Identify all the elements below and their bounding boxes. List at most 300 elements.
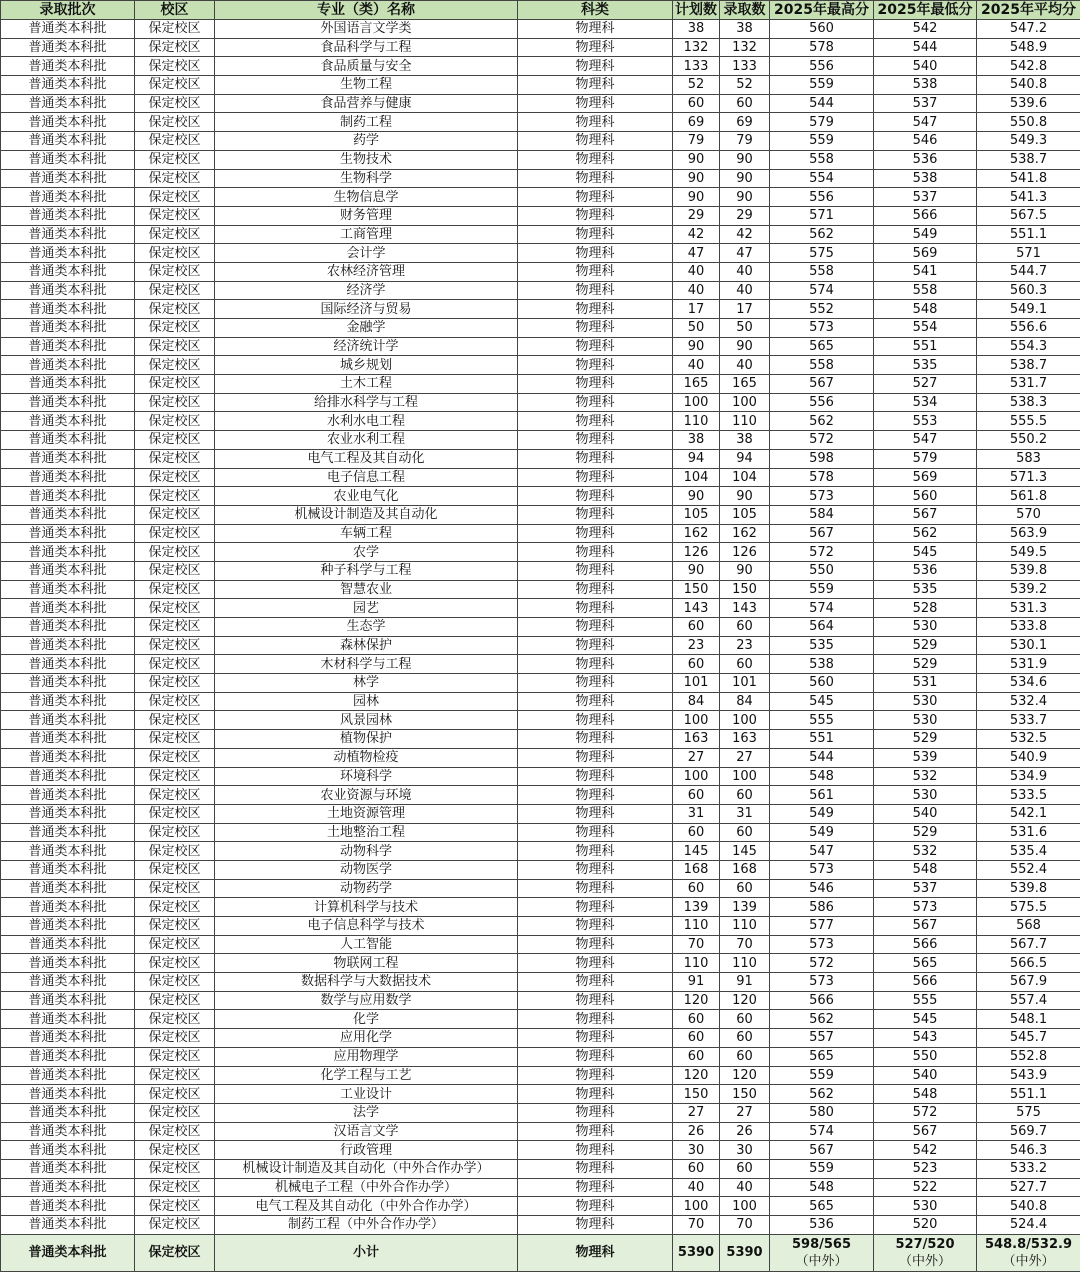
cell-avg-score: 567.7 <box>977 935 1080 954</box>
cell-admitted: 150 <box>720 580 770 599</box>
cell-min-score: 529 <box>874 655 977 674</box>
cell-subject: 物理科 <box>518 375 673 394</box>
cell-batch: 普通类本科批 <box>1 1047 135 1066</box>
table-row <box>1 1085 1080 1104</box>
cell-min-score: 528 <box>874 599 977 618</box>
table-row <box>1 1159 1080 1178</box>
cell-major: 机械设计制造及其自动化 <box>215 505 518 524</box>
header-major: 专业（类）名称 <box>215 1 518 20</box>
cell-batch: 普通类本科批 <box>1 1159 135 1178</box>
cell-major: 计算机科学与技术 <box>215 898 518 917</box>
cell-max-score: 571 <box>770 206 874 225</box>
subtotal-batch: 普通类本科批 <box>1 1234 135 1271</box>
cell-min-score: 542 <box>874 1141 977 1160</box>
table-row <box>1 973 1080 992</box>
cell-admitted: 120 <box>720 991 770 1010</box>
header-max-score: 2025年最高分 <box>770 1 874 20</box>
cell-min-score: 530 <box>874 618 977 637</box>
header-campus: 校区 <box>135 1 215 20</box>
cell-admitted: 145 <box>720 842 770 861</box>
cell-subject: 物理科 <box>518 1122 673 1141</box>
cell-avg-score: 541.8 <box>977 169 1080 188</box>
cell-admitted: 162 <box>720 524 770 543</box>
cell-avg-score: 583 <box>977 449 1080 468</box>
cell-min-score: 535 <box>874 580 977 599</box>
cell-min-score: 535 <box>874 356 977 375</box>
cell-batch: 普通类本科批 <box>1 113 135 132</box>
subtotal-row <box>1 1234 1080 1271</box>
table-row <box>1 300 1080 319</box>
cell-min-score: 553 <box>874 412 977 431</box>
cell-admitted: 90 <box>720 487 770 506</box>
cell-max-score: 566 <box>770 991 874 1010</box>
cell-min-score: 555 <box>874 991 977 1010</box>
cell-campus: 保定校区 <box>135 767 215 786</box>
cell-admitted: 60 <box>720 823 770 842</box>
cell-subject: 物理科 <box>518 1159 673 1178</box>
cell-max-score: 544 <box>770 94 874 113</box>
cell-major: 制药工程（中外合作办学） <box>215 1216 518 1235</box>
cell-major: 给排水科学与工程 <box>215 393 518 412</box>
cell-subject: 物理科 <box>518 860 673 879</box>
cell-subject: 物理科 <box>518 1029 673 1048</box>
cell-subject: 物理科 <box>518 1047 673 1066</box>
cell-min-score: 548 <box>874 1085 977 1104</box>
cell-campus: 保定校区 <box>135 1216 215 1235</box>
cell-avg-score: 534.6 <box>977 674 1080 693</box>
cell-subject: 物理科 <box>518 599 673 618</box>
header-subject: 科类 <box>518 1 673 20</box>
cell-batch: 普通类本科批 <box>1 636 135 655</box>
cell-batch: 普通类本科批 <box>1 543 135 562</box>
cell-campus: 保定校区 <box>135 431 215 450</box>
cell-plan: 150 <box>673 1085 720 1104</box>
cell-major: 农业水利工程 <box>215 431 518 450</box>
cell-min-score: 569 <box>874 244 977 263</box>
cell-max-score: 558 <box>770 150 874 169</box>
cell-plan: 70 <box>673 1216 720 1235</box>
cell-major: 生物工程 <box>215 76 518 95</box>
cell-major: 食品营养与健康 <box>215 94 518 113</box>
cell-max-score: 536 <box>770 1216 874 1235</box>
cell-min-score: 554 <box>874 319 977 338</box>
cell-campus: 保定校区 <box>135 580 215 599</box>
cell-batch: 普通类本科批 <box>1 898 135 917</box>
cell-batch: 普通类本科批 <box>1 225 135 244</box>
cell-major: 机械设计制造及其自动化（中外合作办学） <box>215 1159 518 1178</box>
cell-campus: 保定校区 <box>135 1178 215 1197</box>
table-row <box>1 730 1080 749</box>
cell-min-score: 566 <box>874 973 977 992</box>
cell-avg-score: 544.7 <box>977 262 1080 281</box>
cell-plan: 100 <box>673 767 720 786</box>
cell-avg-score: 533.7 <box>977 711 1080 730</box>
cell-admitted: 70 <box>720 1216 770 1235</box>
cell-avg-score: 531.3 <box>977 599 1080 618</box>
cell-admitted: 139 <box>720 898 770 917</box>
cell-batch: 普通类本科批 <box>1 300 135 319</box>
table-row <box>1 468 1080 487</box>
cell-admitted: 47 <box>720 244 770 263</box>
cell-plan: 52 <box>673 76 720 95</box>
cell-avg-score: 531.9 <box>977 655 1080 674</box>
cell-max-score: 549 <box>770 823 874 842</box>
cell-plan: 100 <box>673 393 720 412</box>
cell-admitted: 110 <box>720 412 770 431</box>
cell-avg-score: 568 <box>977 917 1080 936</box>
cell-max-score: 574 <box>770 599 874 618</box>
cell-min-score: 562 <box>874 524 977 543</box>
cell-batch: 普通类本科批 <box>1 730 135 749</box>
cell-major: 农林经济管理 <box>215 262 518 281</box>
cell-avg-score: 563.9 <box>977 524 1080 543</box>
cell-batch: 普通类本科批 <box>1 748 135 767</box>
cell-major: 农业资源与环境 <box>215 786 518 805</box>
cell-major: 种子科学与工程 <box>215 561 518 580</box>
table-row <box>1 636 1080 655</box>
cell-subject: 物理科 <box>518 20 673 39</box>
cell-batch: 普通类本科批 <box>1 711 135 730</box>
cell-plan: 104 <box>673 468 720 487</box>
cell-campus: 保定校区 <box>135 674 215 693</box>
cell-major: 园林 <box>215 692 518 711</box>
cell-subject: 物理科 <box>518 57 673 76</box>
cell-campus: 保定校区 <box>135 1159 215 1178</box>
cell-batch: 普通类本科批 <box>1 599 135 618</box>
cell-max-score: 559 <box>770 76 874 95</box>
cell-batch: 普通类本科批 <box>1 505 135 524</box>
table-row <box>1 524 1080 543</box>
cell-avg-score: 539.2 <box>977 580 1080 599</box>
cell-batch: 普通类本科批 <box>1 1010 135 1029</box>
cell-admitted: 100 <box>720 767 770 786</box>
cell-subject: 物理科 <box>518 449 673 468</box>
cell-subject: 物理科 <box>518 748 673 767</box>
cell-admitted: 40 <box>720 356 770 375</box>
cell-min-score: 538 <box>874 169 977 188</box>
cell-min-score: 543 <box>874 1029 977 1048</box>
cell-max-score: 565 <box>770 1047 874 1066</box>
cell-avg-score: 561.8 <box>977 487 1080 506</box>
cell-avg-score: 552.8 <box>977 1047 1080 1066</box>
cell-max-score: 555 <box>770 711 874 730</box>
cell-min-score: 529 <box>874 636 977 655</box>
cell-plan: 120 <box>673 1066 720 1085</box>
cell-campus: 保定校区 <box>135 94 215 113</box>
cell-max-score: 550 <box>770 561 874 580</box>
cell-major: 生物科学 <box>215 169 518 188</box>
cell-max-score: 544 <box>770 748 874 767</box>
cell-subject: 物理科 <box>518 487 673 506</box>
cell-plan: 70 <box>673 935 720 954</box>
cell-plan: 105 <box>673 505 720 524</box>
table-row <box>1 655 1080 674</box>
cell-major: 农业电气化 <box>215 487 518 506</box>
cell-campus: 保定校区 <box>135 206 215 225</box>
table-row <box>1 1178 1080 1197</box>
cell-batch: 普通类本科批 <box>1 1216 135 1235</box>
cell-campus: 保定校区 <box>135 730 215 749</box>
cell-min-score: 520 <box>874 1216 977 1235</box>
cell-min-score: 547 <box>874 431 977 450</box>
cell-batch: 普通类本科批 <box>1 468 135 487</box>
cell-batch: 普通类本科批 <box>1 57 135 76</box>
table-row <box>1 281 1080 300</box>
cell-subject: 物理科 <box>518 468 673 487</box>
cell-avg-score: 541.3 <box>977 188 1080 207</box>
cell-max-score: 565 <box>770 1197 874 1216</box>
table-row <box>1 898 1080 917</box>
cell-avg-score: 546.3 <box>977 1141 1080 1160</box>
cell-campus: 保定校区 <box>135 618 215 637</box>
cell-admitted: 40 <box>720 1178 770 1197</box>
cell-campus: 保定校区 <box>135 468 215 487</box>
table-row <box>1 767 1080 786</box>
cell-admitted: 60 <box>720 1159 770 1178</box>
cell-major: 经济学 <box>215 281 518 300</box>
cell-campus: 保定校区 <box>135 132 215 151</box>
cell-plan: 110 <box>673 917 720 936</box>
cell-plan: 60 <box>673 786 720 805</box>
cell-max-score: 565 <box>770 337 874 356</box>
cell-plan: 165 <box>673 375 720 394</box>
cell-plan: 60 <box>673 1047 720 1066</box>
cell-major: 环境科学 <box>215 767 518 786</box>
cell-plan: 60 <box>673 1159 720 1178</box>
cell-subject: 物理科 <box>518 113 673 132</box>
subtotal-avg-note: （中外） <box>1002 1253 1055 1269</box>
table-row <box>1 711 1080 730</box>
cell-batch: 普通类本科批 <box>1 431 135 450</box>
table-row <box>1 674 1080 693</box>
header-plan: 计划数 <box>673 1 720 20</box>
cell-major: 财务管理 <box>215 206 518 225</box>
cell-admitted: 27 <box>720 748 770 767</box>
cell-max-score: 572 <box>770 543 874 562</box>
cell-plan: 40 <box>673 262 720 281</box>
cell-campus: 保定校区 <box>135 1141 215 1160</box>
cell-subject: 物理科 <box>518 991 673 1010</box>
cell-max-score: 561 <box>770 786 874 805</box>
cell-avg-score: 535.4 <box>977 842 1080 861</box>
cell-avg-score: 567.5 <box>977 206 1080 225</box>
cell-plan: 29 <box>673 206 720 225</box>
table-row <box>1 804 1080 823</box>
cell-subject: 物理科 <box>518 1085 673 1104</box>
table-row <box>1 1122 1080 1141</box>
table-row <box>1 262 1080 281</box>
cell-admitted: 110 <box>720 954 770 973</box>
cell-subject: 物理科 <box>518 244 673 263</box>
table-row <box>1 132 1080 151</box>
cell-plan: 132 <box>673 38 720 57</box>
subtotal-label: 小计 <box>215 1234 518 1271</box>
cell-min-score: 534 <box>874 393 977 412</box>
cell-subject: 物理科 <box>518 618 673 637</box>
cell-plan: 133 <box>673 57 720 76</box>
cell-major: 药学 <box>215 132 518 151</box>
table-row <box>1 1010 1080 1029</box>
table-row <box>1 748 1080 767</box>
cell-admitted: 60 <box>720 879 770 898</box>
cell-plan: 100 <box>673 711 720 730</box>
table-row <box>1 954 1080 973</box>
cell-campus: 保定校区 <box>135 505 215 524</box>
cell-min-score: 540 <box>874 1066 977 1085</box>
cell-batch: 普通类本科批 <box>1 524 135 543</box>
cell-batch: 普通类本科批 <box>1 1029 135 1048</box>
cell-admitted: 120 <box>720 1066 770 1085</box>
cell-max-score: 580 <box>770 1103 874 1122</box>
cell-plan: 60 <box>673 618 720 637</box>
cell-subject: 物理科 <box>518 505 673 524</box>
cell-avg-score: 540.8 <box>977 1197 1080 1216</box>
cell-avg-score: 531.6 <box>977 823 1080 842</box>
cell-plan: 79 <box>673 132 720 151</box>
cell-campus: 保定校区 <box>135 449 215 468</box>
cell-plan: 168 <box>673 860 720 879</box>
table-row <box>1 431 1080 450</box>
cell-min-score: 522 <box>874 1178 977 1197</box>
cell-major: 化学 <box>215 1010 518 1029</box>
cell-plan: 90 <box>673 561 720 580</box>
cell-campus: 保定校区 <box>135 991 215 1010</box>
cell-batch: 普通类本科批 <box>1 150 135 169</box>
cell-max-score: 559 <box>770 1159 874 1178</box>
cell-campus: 保定校区 <box>135 804 215 823</box>
cell-subject: 物理科 <box>518 300 673 319</box>
cell-min-score: 565 <box>874 954 977 973</box>
cell-admitted: 42 <box>720 225 770 244</box>
cell-major: 动植物检疫 <box>215 748 518 767</box>
cell-major: 动物药学 <box>215 879 518 898</box>
cell-subject: 物理科 <box>518 206 673 225</box>
cell-admitted: 26 <box>720 1122 770 1141</box>
cell-avg-score: 538.7 <box>977 356 1080 375</box>
cell-min-score: 540 <box>874 57 977 76</box>
table-row <box>1 337 1080 356</box>
cell-batch: 普通类本科批 <box>1 823 135 842</box>
cell-min-score: 529 <box>874 730 977 749</box>
cell-subject: 物理科 <box>518 76 673 95</box>
cell-admitted: 17 <box>720 300 770 319</box>
cell-avg-score: 538.3 <box>977 393 1080 412</box>
cell-plan: 100 <box>673 1197 720 1216</box>
table-row <box>1 150 1080 169</box>
cell-avg-score: 539.6 <box>977 94 1080 113</box>
subtotal-subject: 物理科 <box>518 1234 673 1271</box>
cell-admitted: 84 <box>720 692 770 711</box>
cell-major: 木材科学与工程 <box>215 655 518 674</box>
cell-plan: 31 <box>673 804 720 823</box>
cell-subject: 物理科 <box>518 188 673 207</box>
cell-batch: 普通类本科批 <box>1 188 135 207</box>
cell-campus: 保定校区 <box>135 636 215 655</box>
cell-campus: 保定校区 <box>135 655 215 674</box>
table-row <box>1 823 1080 842</box>
cell-max-score: 535 <box>770 636 874 655</box>
table-row <box>1 20 1080 39</box>
cell-campus: 保定校区 <box>135 842 215 861</box>
table-row <box>1 860 1080 879</box>
cell-campus: 保定校区 <box>135 169 215 188</box>
cell-admitted: 38 <box>720 20 770 39</box>
cell-campus: 保定校区 <box>135 1047 215 1066</box>
cell-plan: 60 <box>673 655 720 674</box>
cell-plan: 90 <box>673 169 720 188</box>
cell-major: 数据科学与大数据技术 <box>215 973 518 992</box>
cell-admitted: 27 <box>720 1103 770 1122</box>
cell-max-score: 559 <box>770 1066 874 1085</box>
cell-admitted: 100 <box>720 393 770 412</box>
table-row <box>1 188 1080 207</box>
cell-subject: 物理科 <box>518 674 673 693</box>
cell-admitted: 31 <box>720 804 770 823</box>
cell-plan: 47 <box>673 244 720 263</box>
cell-campus: 保定校区 <box>135 786 215 805</box>
cell-subject: 物理科 <box>518 1197 673 1216</box>
cell-min-score: 567 <box>874 505 977 524</box>
cell-max-score: 559 <box>770 580 874 599</box>
cell-max-score: 567 <box>770 375 874 394</box>
cell-max-score: 547 <box>770 842 874 861</box>
cell-min-score: 572 <box>874 1103 977 1122</box>
cell-subject: 物理科 <box>518 393 673 412</box>
cell-plan: 38 <box>673 20 720 39</box>
cell-major: 行政管理 <box>215 1141 518 1160</box>
cell-batch: 普通类本科批 <box>1 1178 135 1197</box>
subtotal-min-note: （中外） <box>898 1253 951 1269</box>
table-row <box>1 113 1080 132</box>
cell-batch: 普通类本科批 <box>1 580 135 599</box>
table-row <box>1 169 1080 188</box>
cell-min-score: 537 <box>874 879 977 898</box>
cell-plan: 145 <box>673 842 720 861</box>
cell-major: 城乡规划 <box>215 356 518 375</box>
cell-batch: 普通类本科批 <box>1 1066 135 1085</box>
cell-max-score: 584 <box>770 505 874 524</box>
cell-campus: 保定校区 <box>135 879 215 898</box>
cell-max-score: 577 <box>770 917 874 936</box>
cell-avg-score: 531.7 <box>977 375 1080 394</box>
cell-subject: 物理科 <box>518 281 673 300</box>
cell-min-score: 573 <box>874 898 977 917</box>
cell-batch: 普通类本科批 <box>1 973 135 992</box>
cell-subject: 物理科 <box>518 786 673 805</box>
cell-max-score: 562 <box>770 225 874 244</box>
cell-plan: 42 <box>673 225 720 244</box>
cell-min-score: 551 <box>874 337 977 356</box>
cell-min-score: 538 <box>874 76 977 95</box>
table-row <box>1 692 1080 711</box>
cell-min-score: 549 <box>874 225 977 244</box>
cell-max-score: 556 <box>770 57 874 76</box>
cell-min-score: 558 <box>874 281 977 300</box>
cell-admitted: 60 <box>720 1029 770 1048</box>
cell-admitted: 60 <box>720 655 770 674</box>
cell-major: 化学工程与工艺 <box>215 1066 518 1085</box>
cell-min-score: 529 <box>874 823 977 842</box>
cell-major: 数学与应用数学 <box>215 991 518 1010</box>
cell-major: 生物信息学 <box>215 188 518 207</box>
cell-avg-score: 533.2 <box>977 1159 1080 1178</box>
cell-max-score: 572 <box>770 954 874 973</box>
table-row <box>1 917 1080 936</box>
cell-major: 园艺 <box>215 599 518 618</box>
cell-subject: 物理科 <box>518 767 673 786</box>
cell-plan: 90 <box>673 150 720 169</box>
cell-subject: 物理科 <box>518 561 673 580</box>
